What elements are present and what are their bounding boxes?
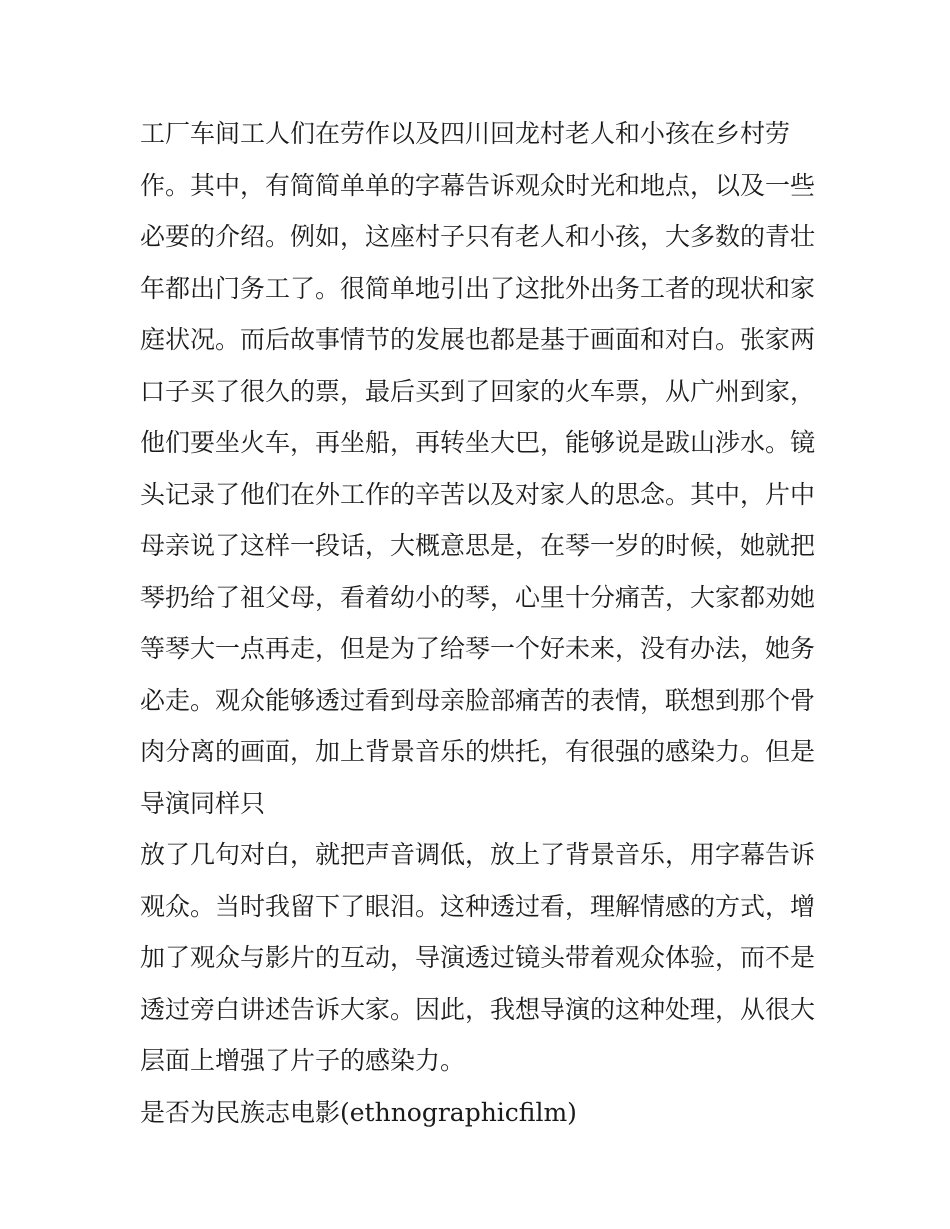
text-line-16: 观众。当时我留下了眼泪。这种透过看，理解情感的方式，增 bbox=[140, 891, 816, 921]
text-line-3: 必要的介绍。例如，这座村子只有老人和小孩，大多数的青壮 bbox=[140, 222, 816, 251]
text-line-19: 层面上增强了片子的感染力。 bbox=[140, 1046, 466, 1075]
text-line-4: 年都出门务工了。很简单地引出了这批外出务工者的现状和家 bbox=[140, 273, 816, 303]
text-line-11: 等琴大一点再走，但是为了给琴一个好未来，没有办法，她务 bbox=[140, 634, 816, 663]
text-line-5: 庭状况。而后故事情节的发展也都是基于画面和对白。张家两 bbox=[140, 325, 816, 354]
body-text bbox=[140, 108, 815, 1138]
text-line-6: 口子买了很久的票，最后买到了回家的火车票，从广州到家， bbox=[140, 376, 816, 406]
text-line-10: 琴扔给了祖父母，看着幼小的琴，心里十分痛苦，大家都劝她 bbox=[140, 582, 816, 612]
text-line-8: 头记录了他们在外工作的辛苦以及对家人的思念。其中，片中 bbox=[140, 479, 816, 509]
text-line-15: 放了几句对白，就把声音调低，放上了背景音乐，用字幕告诉 bbox=[140, 840, 816, 869]
section-heading: 是否为民族志电影(ethnographicfilm) bbox=[140, 1097, 577, 1127]
text-line-13: 肉分离的画面，加上背景音乐的烘托，有很强的感染力。但是 bbox=[140, 737, 816, 766]
text-line-2: 作。其中，有简简单单的字幕告诉观众时光和地点，以及一些 bbox=[140, 170, 816, 200]
text-line-17: 加了观众与影片的互动，导演透过镜头带着观众体验，而不是 bbox=[140, 943, 816, 972]
text-line-1: 工厂车间工人们在劳作以及四川回龙村老人和小孩在乡村劳 bbox=[140, 119, 791, 148]
text-line-14: 导演同样只 bbox=[140, 788, 266, 818]
text-line-18: 透过旁白讲述告诉大家。因此，我想导演的这种处理，从很大 bbox=[140, 994, 816, 1024]
text-line-7: 他们要坐火车，再坐船，再转坐大巴，能够说是跋山涉水。镜 bbox=[140, 428, 816, 457]
text-line-12: 必走。观众能够透过看到母亲脸部痛苦的表情，联想到那个骨 bbox=[140, 685, 816, 715]
text-line-9: 母亲说了这样一段话，大概意思是，在琴一岁的时候，她就把 bbox=[140, 531, 816, 560]
